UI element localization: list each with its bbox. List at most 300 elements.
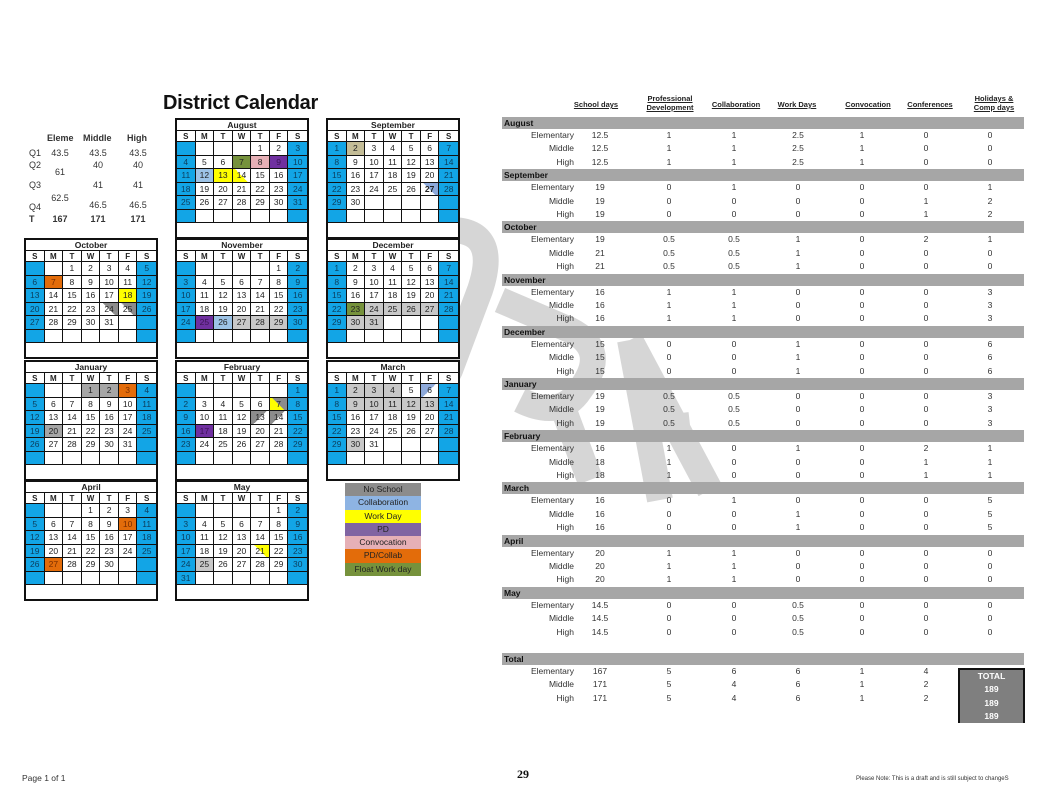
calendar-day: 13 [233, 289, 252, 303]
table-cell: 0 [987, 574, 993, 585]
calendar-empty-cell [270, 384, 289, 398]
table-row [502, 560, 1024, 573]
calendar-day: 12 [196, 169, 215, 183]
calendar-day: 23 [288, 303, 307, 317]
calendar-day: 4 [214, 398, 233, 412]
calendar-day: 22 [270, 303, 289, 317]
calendar-day: 12 [214, 531, 233, 545]
table-cell: 1 [859, 143, 865, 154]
quarter-value: 41 [132, 180, 143, 190]
calendar-empty-cell [421, 452, 440, 466]
calendar-empty-cell [233, 452, 252, 466]
calendar-day: 5 [137, 262, 156, 276]
calendar-day: 15 [328, 411, 347, 425]
month-section-header: April [502, 535, 1024, 547]
calendar-day: 11 [384, 156, 403, 170]
month-section-header: May [502, 587, 1024, 599]
table-cell: 2 [923, 443, 929, 454]
table-cell: 1 [795, 247, 801, 258]
table-cell: 0 [859, 495, 865, 506]
school-level-label: Elementary [531, 286, 574, 297]
table-cell: 0 [666, 338, 672, 349]
table-cell: 5 [666, 692, 672, 703]
calendar-day: 14 [251, 289, 270, 303]
calendar-day: 2 [270, 142, 289, 156]
calendar-day: 26 [137, 303, 156, 317]
table-cell: 0 [987, 561, 993, 571]
table-row [502, 208, 1024, 221]
calendar-day: 9 [177, 411, 196, 425]
calendar-day: 18 [384, 411, 403, 425]
table-cell: 16 [595, 508, 605, 519]
calendar-empty-cell [26, 504, 45, 518]
table-cell: 6 [987, 352, 993, 363]
calendar-day: 19 [26, 545, 45, 559]
school-level-label: Middle [548, 508, 574, 519]
calendar-day: 19 [26, 425, 45, 439]
month-name: April [26, 482, 156, 493]
calendar-day: 4 [384, 142, 403, 156]
table-cell: 2.5 [792, 143, 804, 154]
table-cell: 1 [666, 470, 672, 480]
table-cell: 1 [731, 313, 737, 324]
calendar-day: 6 [421, 262, 440, 276]
calendar-day: 18 [119, 289, 138, 303]
school-level-label: Middle [548, 561, 574, 571]
calendar-day: 14 [270, 411, 289, 425]
calendar-day: 22 [270, 545, 289, 559]
calendar-empty-cell [45, 330, 64, 344]
table-cell: 6 [987, 365, 993, 376]
quarter-value: 43.5 [51, 148, 69, 158]
table-cell: 6 [795, 666, 801, 676]
table-cell: 19 [595, 391, 605, 401]
calendar-day: 28 [439, 183, 458, 197]
table-cell: 16 [595, 443, 605, 454]
calendar-day: 21 [251, 303, 270, 317]
draft-note: Please Note: This is a draft and is still subject to changeS [856, 776, 1009, 782]
calendar-day: 7 [45, 276, 64, 290]
calendar-day: 18 [177, 183, 196, 197]
school-level-label: Elementary [531, 599, 574, 610]
calendar-empty-cell [270, 452, 289, 466]
table-row [502, 312, 1024, 325]
table-row [502, 390, 1024, 403]
table-cell: 12.5 [591, 143, 609, 154]
table-cell: 0.5 [792, 613, 804, 624]
calendar-day: 15 [63, 289, 82, 303]
calendar-day: 18 [137, 411, 156, 425]
table-cell: 0.5 [728, 404, 740, 415]
calendar-empty-cell [421, 210, 440, 224]
table-cell: 5 [666, 666, 672, 676]
table-cell: 0 [859, 547, 865, 558]
calendar-day: 16 [347, 289, 366, 303]
calendar-december [326, 238, 460, 359]
calendar-day: 6 [45, 518, 64, 532]
calendar-day: 2 [347, 142, 366, 156]
calendar-empty-cell [137, 316, 156, 330]
calendar-day: 7 [439, 142, 458, 156]
calendar-empty-cell [328, 210, 347, 224]
school-level-label: High [556, 417, 574, 428]
weekday-header: S [439, 373, 458, 384]
calendar-empty-cell [177, 330, 196, 344]
table-row [502, 692, 1024, 705]
calendar-day: 5 [402, 142, 421, 156]
table-cell: 0 [731, 613, 737, 624]
calendar-empty-cell [270, 330, 289, 344]
calendar-empty-cell [251, 262, 270, 276]
table-cell: 0 [859, 182, 865, 193]
table-cell: 1 [666, 574, 672, 585]
calendar-day: 27 [26, 316, 45, 330]
calendar-day: 30 [288, 558, 307, 572]
weekday-header: T [365, 251, 384, 262]
table-cell: 0.5 [663, 404, 675, 415]
calendar-day: 1 [328, 142, 347, 156]
calendar-empty-cell [233, 572, 252, 586]
calendar-day: 20 [214, 183, 233, 197]
weekday-header: W [384, 131, 403, 142]
calendar-empty-cell [251, 330, 270, 344]
calendar-empty-cell [196, 452, 215, 466]
calendar-empty-cell [119, 452, 138, 466]
table-cell: 1 [731, 286, 737, 297]
table-cell: 0 [987, 613, 993, 624]
table-cell: 0 [859, 234, 865, 245]
calendar-day: 21 [439, 169, 458, 183]
legend-item: PD/Collab [345, 549, 421, 562]
calendar-day: 8 [270, 276, 289, 290]
table-row [502, 129, 1024, 142]
table-cell: 1 [666, 286, 672, 297]
weekday-header: T [251, 131, 270, 142]
table-cell: 0 [731, 443, 737, 454]
table-cell: 0 [666, 365, 672, 376]
table-cell: 0 [923, 365, 929, 376]
calendar-day: 30 [347, 438, 366, 452]
calendar-footer [328, 465, 458, 479]
month-section-header: February [502, 430, 1024, 442]
calendar-empty-cell [214, 572, 233, 586]
table-cell: 0 [987, 130, 993, 140]
calendar-day: 3 [365, 384, 384, 398]
calendar-day: 18 [384, 169, 403, 183]
school-level-label: Elementary [531, 338, 574, 349]
table-cell: 0.5 [663, 247, 675, 258]
calendar-day: 30 [347, 196, 366, 210]
column-header: Holidays & Comp days [973, 94, 1015, 112]
legend-item: No School [345, 483, 421, 496]
calendar-day: 9 [347, 398, 366, 412]
quarter-value: 43.5 [129, 148, 147, 158]
table-row [502, 299, 1024, 312]
table-cell: 16 [595, 300, 605, 310]
month-section-header: March [502, 482, 1024, 494]
table-cell: 0 [731, 209, 737, 219]
calendar-day: 13 [421, 276, 440, 290]
calendar-footer [26, 343, 156, 357]
calendar-day: 7 [439, 384, 458, 398]
calendar-day: 3 [119, 504, 138, 518]
school-level-label: Elementary [531, 130, 574, 140]
table-cell: 0 [923, 404, 929, 415]
table-cell: 0 [666, 626, 672, 637]
table-cell: 1 [923, 470, 929, 480]
calendar-day: 13 [45, 531, 64, 545]
calendar-day: 23 [270, 183, 289, 197]
calendar-day: 4 [196, 276, 215, 290]
calendar-empty-cell [421, 196, 440, 210]
calendar-empty-cell [119, 330, 138, 344]
calendar-empty-cell [100, 452, 119, 466]
calendar-day: 15 [270, 531, 289, 545]
calendar-empty-cell [347, 210, 366, 224]
table-cell: 6 [795, 679, 801, 690]
weekday-header: T [100, 373, 119, 384]
table-cell: 3 [987, 286, 993, 297]
table-cell: 0 [987, 626, 993, 637]
table-row [502, 665, 1024, 678]
table-cell: 2 [987, 195, 993, 206]
table-cell: 0 [859, 209, 865, 219]
table-cell: 12.5 [591, 130, 609, 140]
weekday-header: T [100, 251, 119, 262]
table-cell: 1 [731, 547, 737, 558]
calendar-empty-cell [82, 572, 101, 586]
weekday-header: T [214, 251, 233, 262]
table-row [502, 456, 1024, 469]
legend [345, 483, 421, 576]
calendar-day: 24 [119, 425, 138, 439]
table-cell: 0 [859, 613, 865, 624]
calendar-day: 1 [251, 142, 270, 156]
calendar-day: 2 [288, 262, 307, 276]
calendar-day: 21 [251, 545, 270, 559]
table-cell: 1 [795, 522, 801, 533]
calendar-empty-cell [421, 438, 440, 452]
table-cell: 18 [595, 456, 605, 467]
calendar-empty-cell [137, 438, 156, 452]
table-cell: 12.5 [591, 156, 609, 167]
calendar-day: 28 [270, 438, 289, 452]
table-cell: 0 [795, 470, 801, 480]
table-cell: 1 [666, 547, 672, 558]
school-level-label: High [556, 626, 574, 637]
calendar-day: 1 [82, 384, 101, 398]
table-cell: 0 [795, 286, 801, 297]
calendar-empty-cell [384, 438, 403, 452]
table-cell: 5 [666, 679, 672, 690]
table-cell: 0.5 [663, 391, 675, 401]
calendar-empty-cell [177, 504, 196, 518]
table-cell: 0.5 [663, 417, 675, 428]
calendar-day: 29 [63, 316, 82, 330]
table-row [502, 626, 1024, 639]
table-cell: 6 [795, 692, 801, 703]
calendar-day: 10 [100, 276, 119, 290]
calendar-day: 5 [402, 384, 421, 398]
calendar-day: 2 [347, 262, 366, 276]
weekday-header: F [270, 373, 289, 384]
table-cell: 0 [923, 599, 929, 610]
month-name: December [328, 240, 458, 251]
calendar-september [326, 118, 460, 239]
calendar-day: 7 [233, 156, 252, 170]
table-cell: 0 [923, 261, 929, 272]
calendar-day: 7 [63, 518, 82, 532]
calendar-empty-cell [45, 504, 64, 518]
calendar-day: 29 [82, 438, 101, 452]
calendar-empty-cell [100, 330, 119, 344]
calendar-day: 15 [82, 411, 101, 425]
table-cell: 0 [923, 338, 929, 349]
table-cell: 0 [859, 508, 865, 519]
table-cell: 0 [859, 522, 865, 533]
calendar-empty-cell [328, 452, 347, 466]
table-cell: 1 [795, 352, 801, 363]
calendar-empty-cell [214, 262, 233, 276]
month-section-header: October [502, 221, 1024, 233]
table-cell: 0 [923, 130, 929, 140]
table-cell: 0 [923, 561, 929, 571]
table-cell: 0 [666, 599, 672, 610]
calendar-day: 3 [177, 276, 196, 290]
calendar-day: 28 [63, 558, 82, 572]
table-cell: 171 [592, 679, 608, 690]
calendar-day: 21 [439, 289, 458, 303]
table-cell: 0 [859, 365, 865, 376]
weekday-header: T [402, 373, 421, 384]
calendar-empty-cell [402, 330, 421, 344]
table-cell: 0 [731, 522, 737, 533]
table-cell: 2 [923, 692, 929, 703]
page-number: 29 [517, 767, 529, 781]
calendar-day: 20 [421, 289, 440, 303]
calendar-empty-cell [177, 384, 196, 398]
calendar-day: 27 [45, 438, 64, 452]
table-cell: 0 [923, 391, 929, 401]
weekday-header: S [177, 251, 196, 262]
table-cell: 0 [795, 404, 801, 415]
calendar-day: 20 [233, 303, 252, 317]
column-header: Work Days [777, 100, 817, 109]
calendar-day: 27 [421, 183, 440, 197]
school-level-label: High [556, 470, 574, 480]
table-cell: 0.5 [728, 247, 740, 258]
calendar-empty-cell [26, 330, 45, 344]
weekday-header: T [214, 131, 233, 142]
calendar-empty-cell [233, 262, 252, 276]
weekday-header: M [196, 493, 215, 504]
page-indicator: Page 1 of 1 [22, 773, 66, 783]
column-header: Convocation [845, 100, 891, 109]
table-row [502, 260, 1024, 273]
table-cell: 0 [987, 261, 993, 272]
month-name: March [328, 362, 458, 373]
calendar-day: 20 [421, 169, 440, 183]
calendar-empty-cell [288, 452, 307, 466]
table-cell: 19 [595, 182, 605, 193]
table-cell: 0 [859, 561, 865, 571]
calendar-day: 5 [26, 518, 45, 532]
table-cell: 0.5 [728, 391, 740, 401]
table-cell: 18 [595, 470, 605, 480]
calendar-day: 16 [347, 169, 366, 183]
table-cell: 0.5 [728, 261, 740, 272]
calendar-day: 25 [214, 438, 233, 452]
calendar-empty-cell [177, 452, 196, 466]
calendar-footer [328, 343, 458, 357]
calendar-day: 6 [421, 384, 440, 398]
table-row [502, 417, 1024, 430]
page-title: District Calendar [163, 92, 318, 114]
calendar-empty-cell [233, 504, 252, 518]
weekday-header: S [177, 131, 196, 142]
calendar-day: 20 [251, 425, 270, 439]
table-cell: 0 [859, 352, 865, 363]
legend-item: PD [345, 523, 421, 536]
calendar-empty-cell [421, 316, 440, 330]
table-cell: 14.5 [591, 626, 609, 637]
calendar-day: 25 [384, 183, 403, 197]
month-section-header: December [502, 326, 1024, 338]
school-level-label: Middle [548, 613, 574, 624]
school-level-label: High [556, 313, 574, 324]
table-cell: 19 [595, 234, 605, 245]
calendar-empty-cell [26, 262, 45, 276]
calendar-day: 16 [270, 169, 289, 183]
calendar-march [326, 360, 460, 481]
table-cell: 1 [666, 130, 672, 140]
table-cell: 2 [987, 209, 993, 219]
calendar-day: 24 [177, 558, 196, 572]
calendar-day: 22 [288, 425, 307, 439]
calendar-day: 14 [45, 289, 64, 303]
calendar-empty-cell [233, 142, 252, 156]
calendar-day: 29 [288, 438, 307, 452]
calendar-day: 8 [251, 156, 270, 170]
calendar-day: 13 [421, 156, 440, 170]
calendar-day: 14 [63, 411, 82, 425]
table-cell: 1 [731, 495, 737, 506]
calendar-day: 17 [288, 169, 307, 183]
calendar-day: 15 [328, 169, 347, 183]
calendar-day: 26 [402, 303, 421, 317]
table-cell: 167 [592, 666, 608, 676]
calendar-day: 2 [288, 504, 307, 518]
calendar-day: 5 [214, 518, 233, 532]
weekday-header: S [137, 493, 156, 504]
calendar-october [24, 238, 158, 359]
calendar-empty-cell [251, 452, 270, 466]
calendar-day: 16 [82, 289, 101, 303]
calendar-day: 8 [288, 398, 307, 412]
column-header: Conferences [907, 100, 953, 109]
table-cell: 0 [666, 522, 672, 533]
month-section-header: August [502, 117, 1024, 129]
calendar-empty-cell [251, 384, 270, 398]
calendar-day: 27 [421, 425, 440, 439]
weekday-header: T [402, 131, 421, 142]
calendar-day: 4 [384, 262, 403, 276]
calendar-day: 12 [402, 156, 421, 170]
quarter-value: 62.5 [51, 193, 69, 203]
table-row [502, 338, 1024, 351]
calendar-day: 31 [365, 438, 384, 452]
table-cell: 0 [923, 182, 929, 193]
